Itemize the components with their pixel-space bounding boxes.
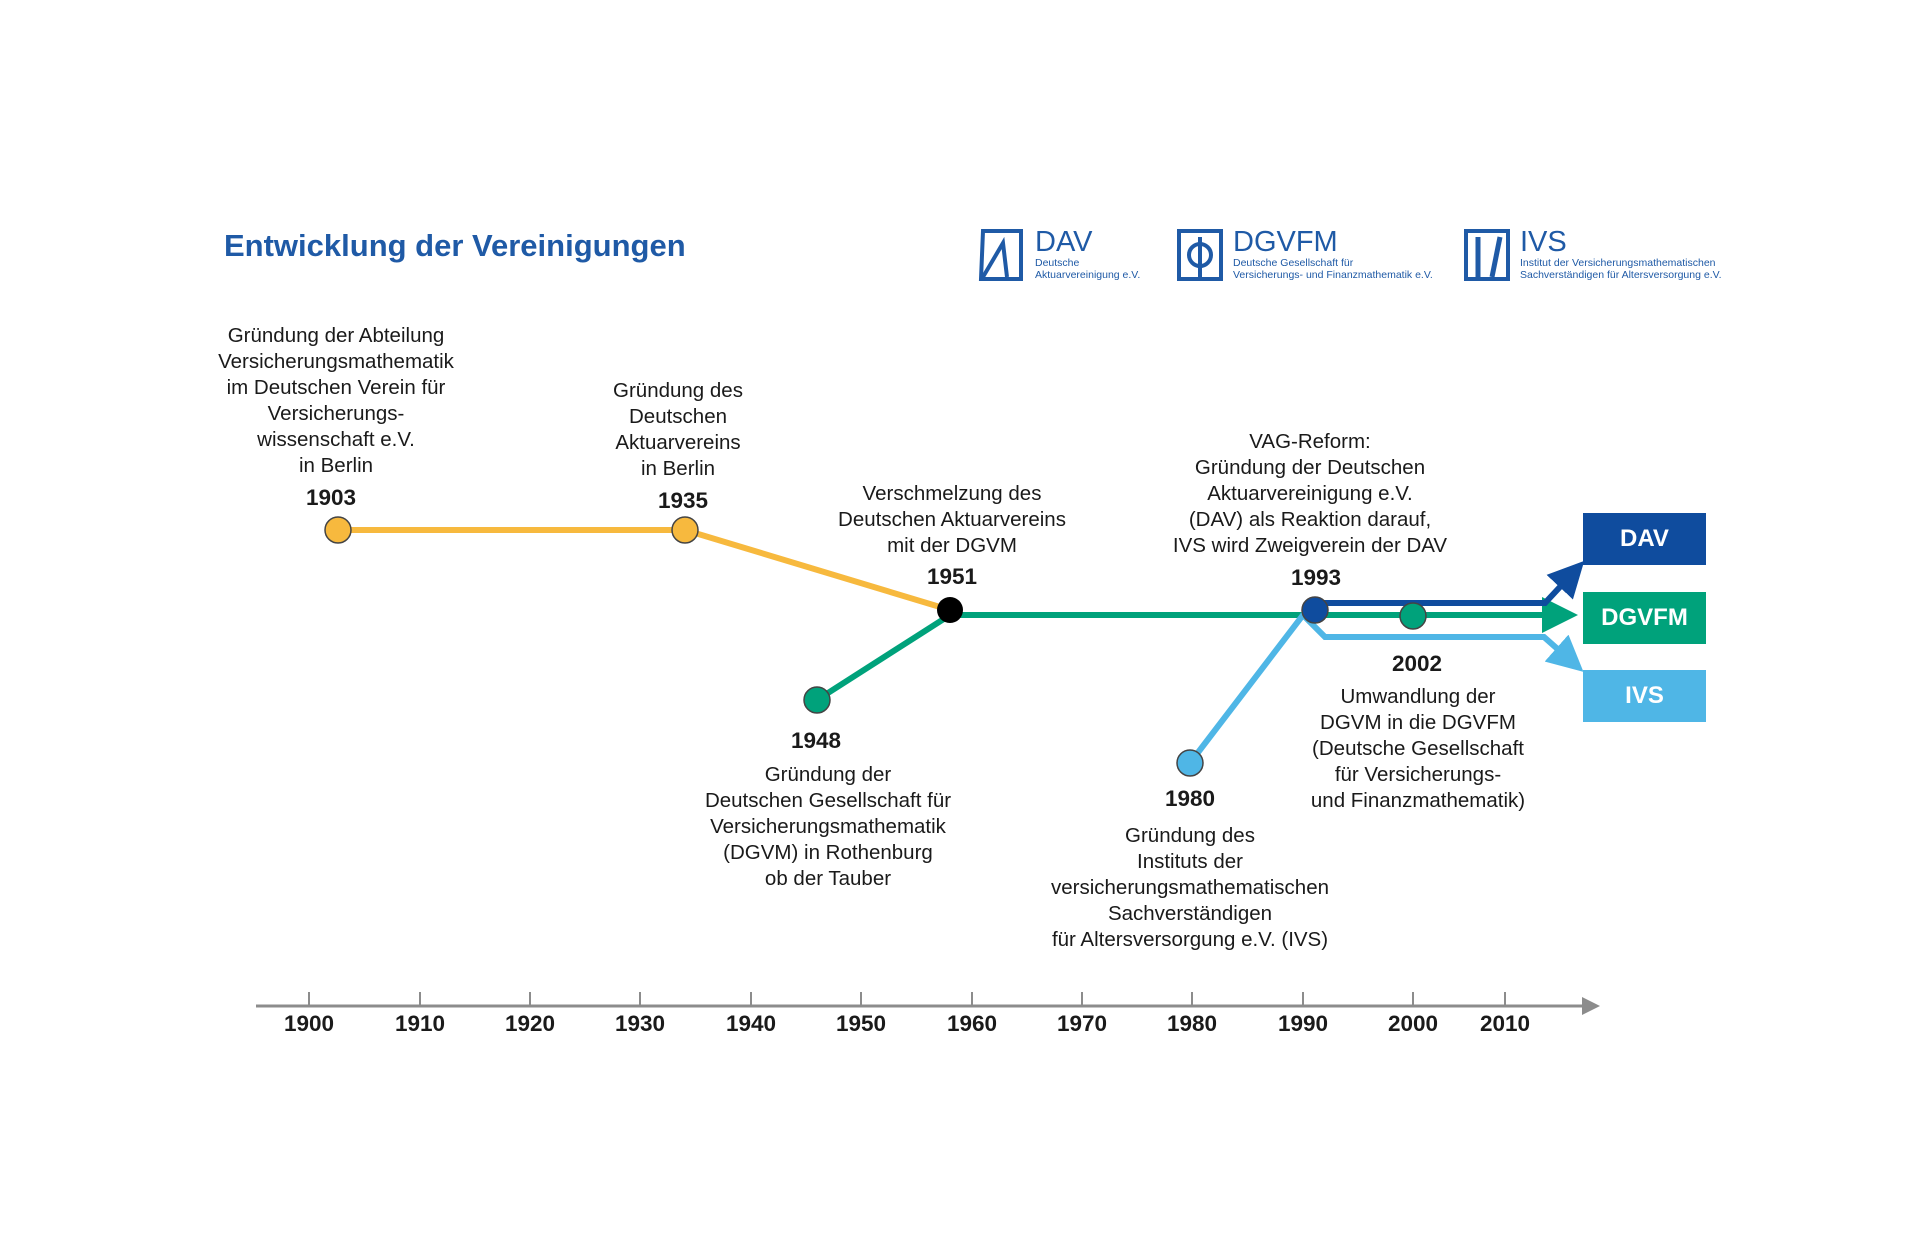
time-axis-arrow xyxy=(1582,997,1600,1015)
tick-label: 1970 xyxy=(1056,1011,1108,1036)
desc-line: Versicherungsmathematik xyxy=(218,350,454,373)
desc-line: Aktuarvereinigung e.V. xyxy=(1207,482,1413,505)
marker-1951 xyxy=(937,597,963,623)
tick-label: 1940 xyxy=(725,1011,777,1036)
desc-line: Gründung der Abteilung xyxy=(227,324,445,347)
event-desc-1935 xyxy=(578,378,778,482)
marker-1903 xyxy=(325,517,351,543)
desc-line: und Finanzmathematik) xyxy=(1310,789,1526,812)
logo-sub: Deutsche Gesellschaft für xyxy=(1233,257,1354,269)
page-title: Entwicklung der Vereinigungen xyxy=(224,228,686,263)
desc-line: versicherungsmathematischen xyxy=(1050,876,1330,899)
desc-line: DGVM in die DGVFM xyxy=(1320,711,1516,734)
desc-line: Deutschen Gesellschaft für xyxy=(704,789,952,812)
desc-line: für Versicherungs- xyxy=(1334,763,1502,786)
logo-sub: Aktuarvereinigung e.V. xyxy=(1035,269,1141,281)
year-label-2002: 2002 xyxy=(1391,651,1443,676)
desc-line: (DGVM) in Rothenburg xyxy=(723,841,933,864)
dav-box: DAV xyxy=(1583,513,1706,565)
desc-line: Gründung der xyxy=(764,763,892,786)
desc-line: mit der DGVM xyxy=(887,534,1017,557)
desc-line: in Berlin xyxy=(298,454,374,477)
tick-label: 1990 xyxy=(1277,1011,1329,1036)
event-desc-1993 xyxy=(1160,429,1460,559)
desc-line: Gründung der Deutschen xyxy=(1194,456,1426,479)
year-label-1951: 1951 xyxy=(926,564,978,589)
ivs-box: IVS xyxy=(1583,670,1706,722)
marker-1935 xyxy=(672,517,698,543)
tick-label: 1960 xyxy=(946,1011,998,1036)
logo-sub: Versicherungs- und Finanzmathematik e.V. xyxy=(1233,269,1433,281)
logo-sub: Sachverständigen für Altersversorgung e.V. xyxy=(1520,269,1722,281)
marker-1948 xyxy=(804,687,830,713)
year-label-1993: 1993 xyxy=(1290,565,1342,590)
event-desc-2002 xyxy=(1283,684,1553,814)
desc-line: wissenschaft e.V. xyxy=(257,428,415,451)
desc-line: Deutschen Aktuarvereins xyxy=(838,508,1066,531)
desc-line: Verschmelzung des xyxy=(862,482,1042,505)
desc-line: Aktuarvereins xyxy=(615,431,741,454)
desc-line: Gründung des xyxy=(1125,824,1255,847)
desc-line: Gründung des xyxy=(613,379,743,402)
event-desc-1903 xyxy=(209,323,463,479)
desc-line: im Deutschen Verein für xyxy=(226,376,446,399)
marker-1993 xyxy=(1302,597,1328,623)
desc-line: Versicherungsmathematik xyxy=(710,815,946,838)
desc-line: ob der Tauber xyxy=(764,867,892,890)
dgvfm-box: DGVFM xyxy=(1583,592,1706,644)
logo-abbr: DGVFM xyxy=(1233,226,1338,258)
tick-label: 1980 xyxy=(1166,1011,1218,1036)
desc-line: Versicherungs- xyxy=(267,402,405,425)
tick-label: 1910 xyxy=(394,1011,446,1036)
event-desc-1951 xyxy=(817,481,1087,559)
event-desc-1980 xyxy=(1030,823,1350,953)
desc-line: Deutschen xyxy=(628,405,727,428)
tick-label: 2000 xyxy=(1387,1011,1439,1036)
event-desc-1948 xyxy=(683,762,973,892)
axis-ticks xyxy=(309,992,1505,1006)
desc-line: in Berlin xyxy=(640,457,716,480)
logo-sub: Deutsche xyxy=(1035,257,1080,269)
tick-label: 1900 xyxy=(283,1011,335,1036)
year-label-1935: 1935 xyxy=(657,488,709,513)
year-label-1948: 1948 xyxy=(790,728,842,753)
marker-2002 xyxy=(1400,603,1426,629)
tick-label: 2010 xyxy=(1479,1011,1531,1036)
desc-line: (DAV) als Reaktion darauf, xyxy=(1188,508,1432,531)
tick-label: 1920 xyxy=(504,1011,556,1036)
year-label-1980: 1980 xyxy=(1164,786,1216,811)
desc-line: IVS wird Zweigverein der DAV xyxy=(1172,534,1448,557)
tick-label: 1930 xyxy=(614,1011,666,1036)
desc-line: Sachverständigen xyxy=(1107,902,1273,925)
year-label-1903: 1903 xyxy=(305,485,357,510)
desc-line: Instituts der xyxy=(1137,850,1243,873)
marker-1980 xyxy=(1177,750,1203,776)
tick-label: 1950 xyxy=(835,1011,887,1036)
desc-line: VAG-Reform: xyxy=(1249,430,1371,453)
logo-sub: Institut der Versicherungsmathematischen xyxy=(1520,257,1716,269)
logo-abbr: IVS xyxy=(1520,226,1567,258)
logo-abbr: DAV xyxy=(1035,226,1093,258)
desc-line: für Altersversorgung e.V. (IVS) xyxy=(1051,928,1329,951)
desc-line: Umwandlung der xyxy=(1340,685,1496,708)
desc-line: (Deutsche Gesellschaft xyxy=(1312,737,1524,760)
